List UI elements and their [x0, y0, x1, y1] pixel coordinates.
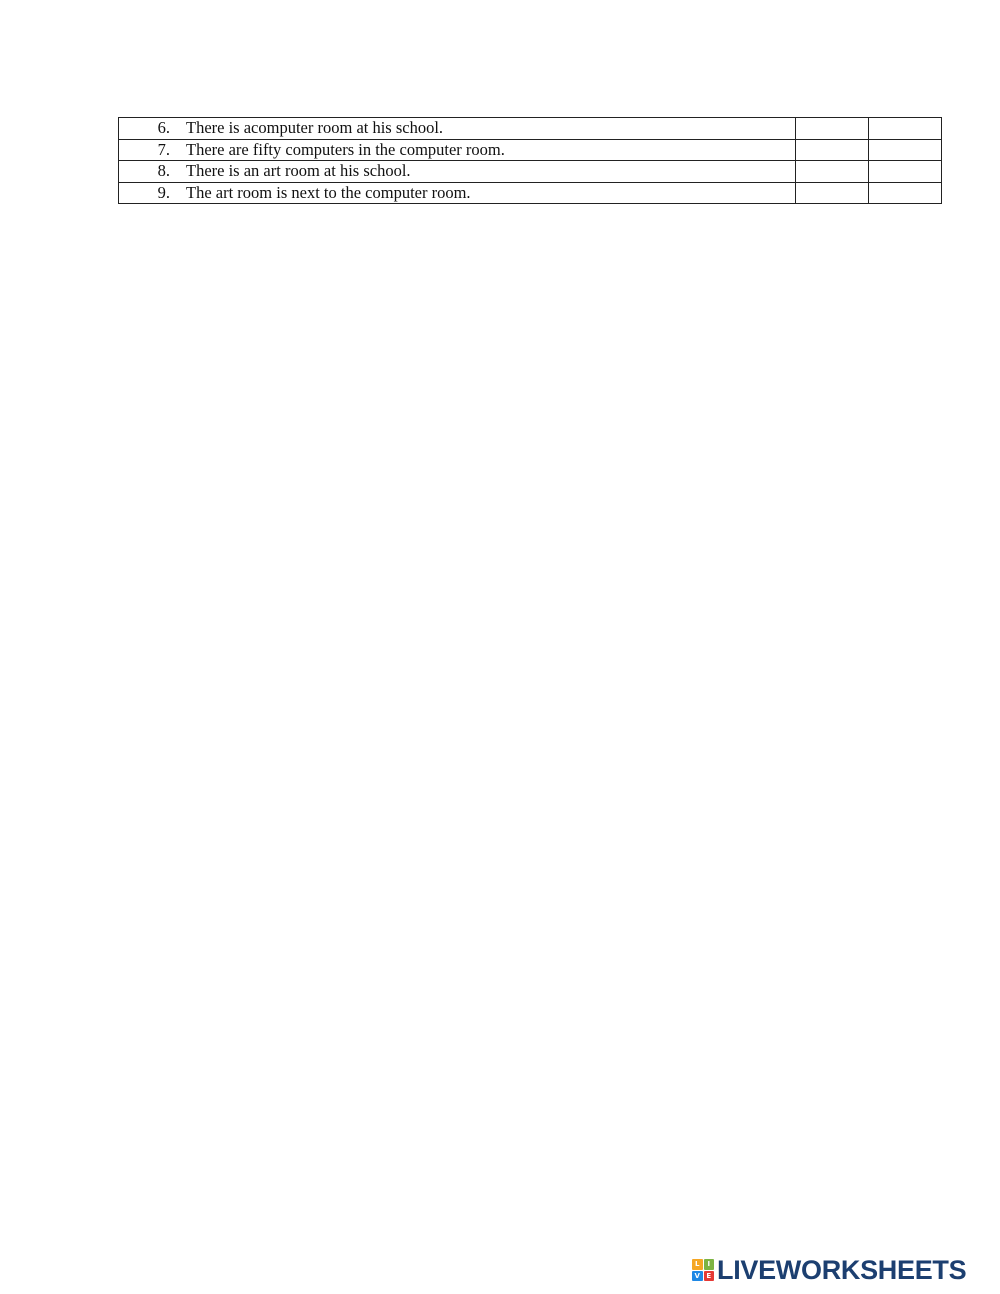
table-row	[119, 118, 942, 140]
liveworksheets-logo-icon	[692, 1259, 714, 1281]
true-false-table	[118, 117, 942, 204]
table-row	[119, 139, 942, 161]
true-answer-cell[interactable]	[795, 161, 868, 183]
statement-text: There is an art room at his school.	[186, 161, 411, 181]
logo-tile: I	[704, 1259, 715, 1270]
statement-number: 7.	[157, 139, 170, 159]
statement-number: 8.	[157, 161, 170, 181]
statement-cell	[119, 139, 796, 161]
true-answer-cell[interactable]	[795, 139, 868, 161]
false-answer-cell[interactable]	[868, 161, 941, 183]
statement-cell	[119, 182, 796, 204]
true-answer-cell[interactable]	[795, 182, 868, 204]
statement-number: 9.	[157, 182, 170, 202]
statement-text: There are fifty computers in the computer room.	[186, 139, 505, 159]
false-answer-cell[interactable]	[868, 118, 941, 140]
statement-cell	[119, 161, 796, 183]
statement-text: The art room is next to the computer room.	[186, 182, 471, 202]
false-answer-cell[interactable]	[868, 182, 941, 204]
true-answer-cell[interactable]	[795, 118, 868, 140]
table-row	[119, 182, 942, 204]
liveworksheets-brand	[692, 1257, 966, 1283]
brand-name: LIVEWORKSHEETS	[717, 1255, 967, 1285]
logo-tile: L	[692, 1259, 703, 1270]
logo-tile: V	[692, 1271, 703, 1282]
table-row	[119, 161, 942, 183]
statement-number: 6.	[157, 118, 170, 138]
statement-text: There is acomputer room at his school.	[186, 118, 444, 138]
statement-cell	[119, 118, 796, 140]
false-answer-cell[interactable]	[868, 139, 941, 161]
logo-tile: E	[704, 1271, 715, 1282]
